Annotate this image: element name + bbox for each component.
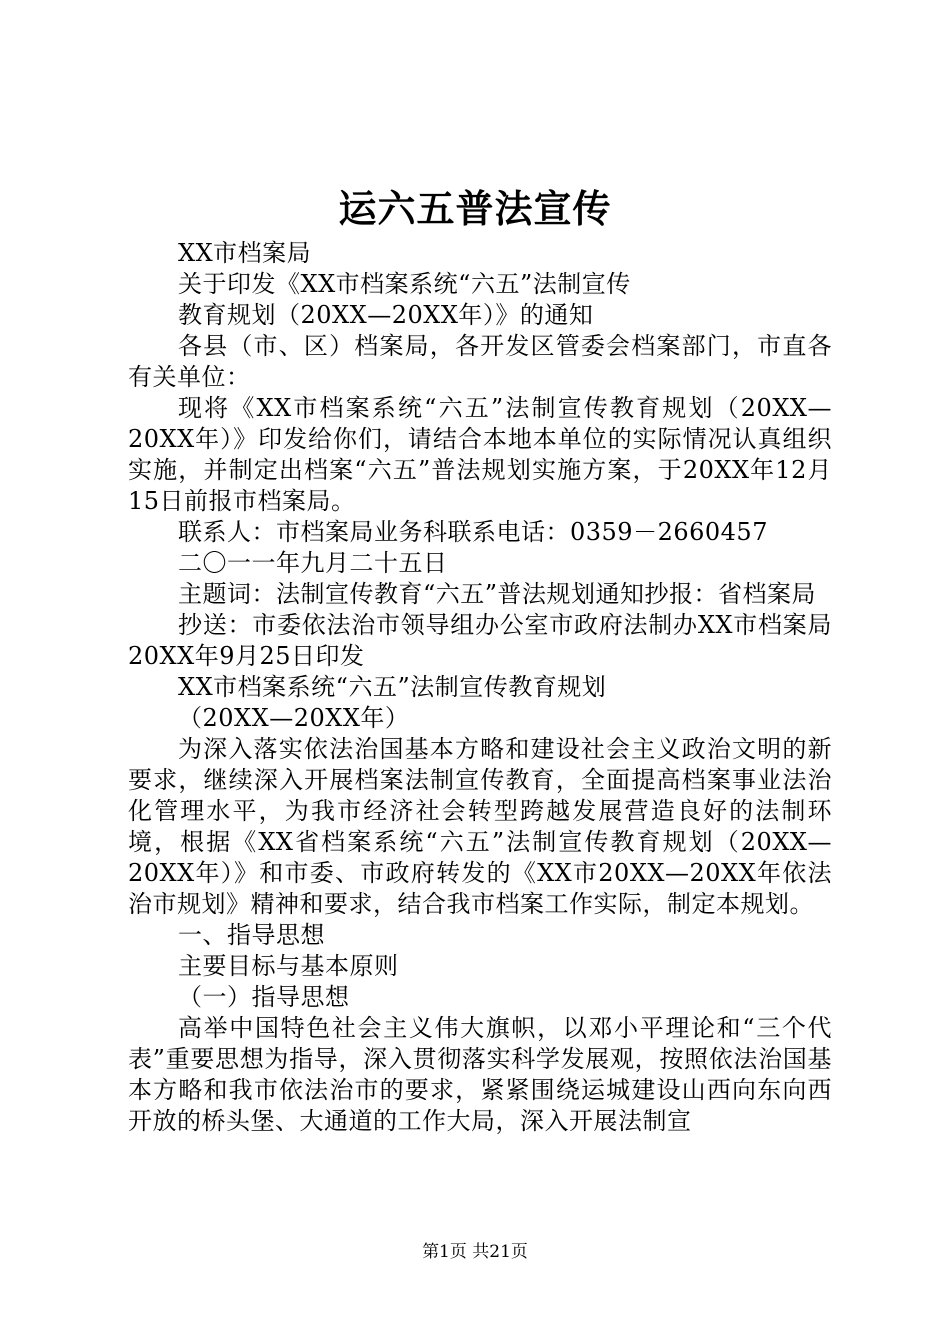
paragraph: 现将《XX市档案系统“六五”法制宣传教育规划（20XX—20XX年）》印发给你们，请结合本地本单位的实际情况认真组织实施，并制定出档案“六五”普法规划实施方案，于20XX年12月15日前报市档案局。	[128, 394, 832, 515]
paragraph: 二〇一一年九月二十五日	[178, 549, 448, 577]
paragraph: 关于印发《XX市档案系统“六五”法制宣传	[178, 270, 631, 298]
paragraph: 各县（市、区）档案局，各开发区管委会档案部门，市直各有关单位：	[128, 332, 832, 391]
paragraph: 为深入落实依法治国基本方略和建设社会主义政治文明的新要求，继续深入开展档案法制宣传教育，全面提高档案事业法治化管理水平，为我市经济社会转型跨越发展营造良好的法制环境，根据《XX省档案系统“六五”法制宣传教育规划（20XX—20XX年）》和市委、市政府转发的《XX市20XX—20XX年依法治市规划》精神和要求，结合我市档案工作实际，制定本规划。	[128, 735, 832, 918]
paragraph: 高举中国特色社会主义伟大旗帜，以邓小平理论和“三个代表”重要思想为指导，深入贯彻落实科学发展观，按照依法治国基本方略和我市依法治市的要求，紧紧围绕运城建设山西向东向西开放的桥头堡、大通道的工作大局，深入开展法制宣	[128, 1014, 832, 1135]
paragraph: （20XX—20XX年）	[178, 704, 410, 732]
paragraph: 联系人：市档案局业务科联系电话：0359－2660457	[178, 518, 768, 546]
paragraph: 教育规划（20XX—20XX年）》的通知	[178, 301, 594, 329]
paragraph: 抄送：市委依法治市领导组办公室市政府法制办XX市档案局20XX年9月25日印发	[128, 611, 832, 670]
paragraph: （一）指导思想	[178, 983, 350, 1011]
paragraph: XX市档案局	[178, 239, 312, 267]
paragraph: XX市档案系统“六五”法制宣传教育规划	[178, 673, 607, 701]
document-title: 运六五普法宣传	[338, 186, 612, 231]
paragraph: 主要目标与基本原则	[178, 952, 399, 980]
paragraph: 一、指导思想	[178, 921, 325, 949]
document-body	[128, 238, 832, 1137]
paragraph: 主题词：法制宣传教育“六五”普法规划通知抄报：省档案局	[178, 580, 817, 608]
page-number-footer: 第1页 共21页	[422, 1242, 528, 1262]
